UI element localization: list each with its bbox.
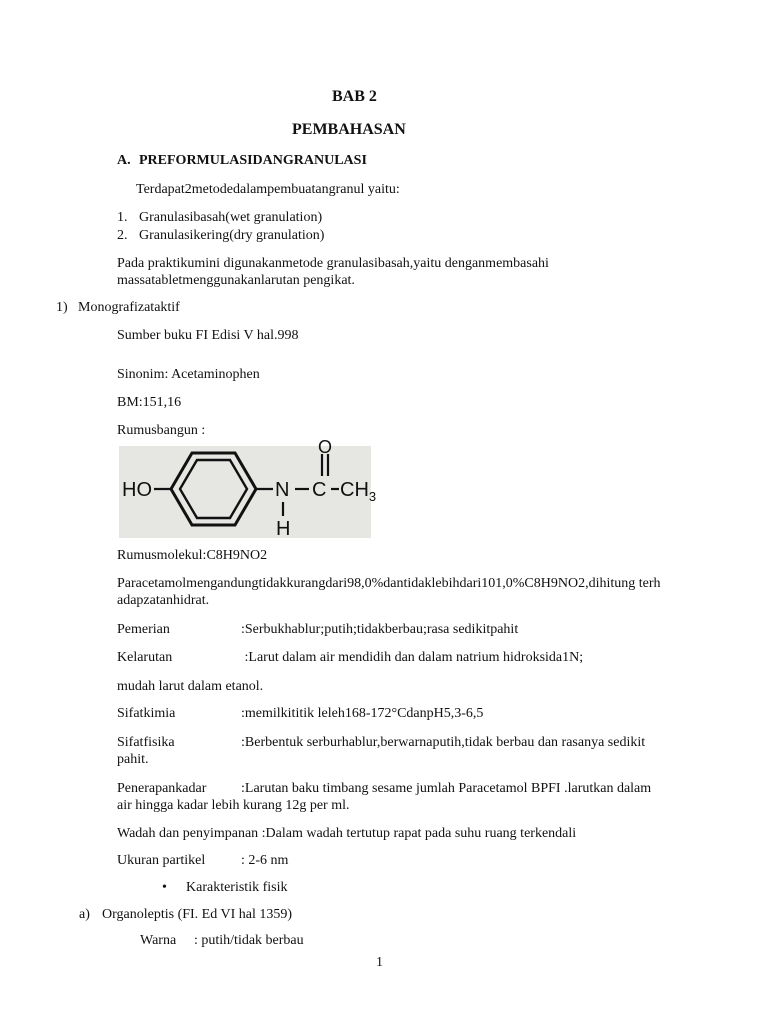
method-2-marker: 2.: [117, 228, 128, 243]
methyl-ch: CH: [340, 479, 369, 501]
method-1-marker: 1.: [117, 210, 128, 225]
molecular-weight: BM:151,16: [117, 395, 182, 410]
property-value: :Serbukhablur;putih;tidakberbau;rasa sedikitpahit: [241, 622, 519, 637]
monograph-heading: Monografizataktif: [78, 300, 180, 315]
particle-size: [117, 853, 288, 869]
structural-formula: [119, 437, 377, 540]
method-2-text: Granulasikering(dry granulation): [139, 228, 325, 243]
property-label: Sifatkimia: [117, 706, 176, 721]
nitrogen-label: N: [275, 479, 290, 501]
storage-info: Wadah dan penyimpanan :Dalam wadah tertutup rapat pada suhu ruang terkendali: [117, 826, 577, 841]
particle-label: Ukuran partikel: [117, 853, 206, 868]
physical-characteristics: Karakteristik fisik: [186, 880, 288, 895]
property-sifatfisika: [117, 734, 657, 768]
section-a-marker: A.: [117, 153, 131, 168]
kelarutan-continuation: mudah larut dalam etanol.: [117, 679, 264, 694]
property-label: Pemerian: [117, 622, 170, 637]
property-label: Kelarutan: [117, 650, 173, 665]
chapter-title: PEMBAHASAN: [292, 121, 406, 138]
monograph-marker: 1): [56, 300, 68, 315]
bullet-icon: •: [162, 880, 167, 895]
structural-formula-figure: [119, 437, 377, 540]
structure-label: Rumusbangun :: [117, 423, 206, 438]
method-1-text: Granulasibasah(wet granulation): [139, 210, 323, 225]
property-kelarutan: [117, 650, 583, 666]
benzene-inner-ring: [180, 460, 247, 518]
chapter-number: BAB 2: [332, 88, 377, 105]
methyl-subscript: 3: [368, 489, 377, 504]
property-sifatkimia: [117, 706, 483, 722]
organoleptis-heading: Organoleptis (FI. Ed VI hal 1359): [102, 907, 293, 922]
particle-value: : 2-6 nm: [241, 853, 289, 868]
property-label: Penerapankadar: [117, 781, 207, 796]
property-value: :Larutan baku timbang sesame jumlah Paracetamol BPFI .larutkan dalam air hingga kadar lebih kurang 12g per ml.: [117, 781, 652, 813]
warna-label: Warna: [140, 933, 177, 948]
methyl-label: [340, 479, 376, 504]
page-number: 1: [376, 955, 383, 970]
property-label: Sifatfisika: [117, 735, 175, 750]
property-value: :Berbentuk serburhablur,berwarnaputih,tidak berbau dan rasanya sedikit pahit.: [117, 735, 646, 767]
property-pemerian: [117, 622, 518, 638]
property-penerapankadar: [117, 780, 667, 814]
section-a-heading: PREFORMULASIDANGRANULASI: [139, 153, 367, 168]
oxygen-label: O: [318, 437, 333, 457]
methods-intro: Terdapat2metodedalampembuatangranul yaitu:: [136, 182, 400, 197]
carbon-label: C: [312, 479, 327, 501]
benzene-ring: [171, 453, 256, 525]
organoleptis-marker: a): [79, 907, 90, 922]
molecular-formula: Rumusmolekul:C8H9NO2: [117, 548, 268, 563]
synonym: Sinonim: Acetaminophen: [117, 367, 260, 382]
content-requirement: Paracetamolmengandungtidakkurangdari98,0%dantidaklebihdari101,0%C8H9NO2,dihitung terhadapzatanhidrat.: [117, 576, 661, 608]
property-value: :memilkititik leleh168-172°CdanpH5,3-6,5: [241, 706, 484, 721]
source-reference: Sumber buku FI Edisi V hal.998: [117, 328, 299, 343]
hydroxyl-label: HO: [122, 479, 152, 501]
method-paragraph: Pada praktikumini digunakanmetode granulasibasah,yaitu denganmembasahi massatabletmenggunakanlarutan pengikat.: [117, 256, 549, 288]
hydrogen-label: H: [276, 518, 291, 540]
warna-value: : putih/tidak berbau: [194, 933, 304, 948]
property-value: :Larut dalam air mendidih dan dalam natrium hidroksida1N;: [241, 650, 584, 665]
